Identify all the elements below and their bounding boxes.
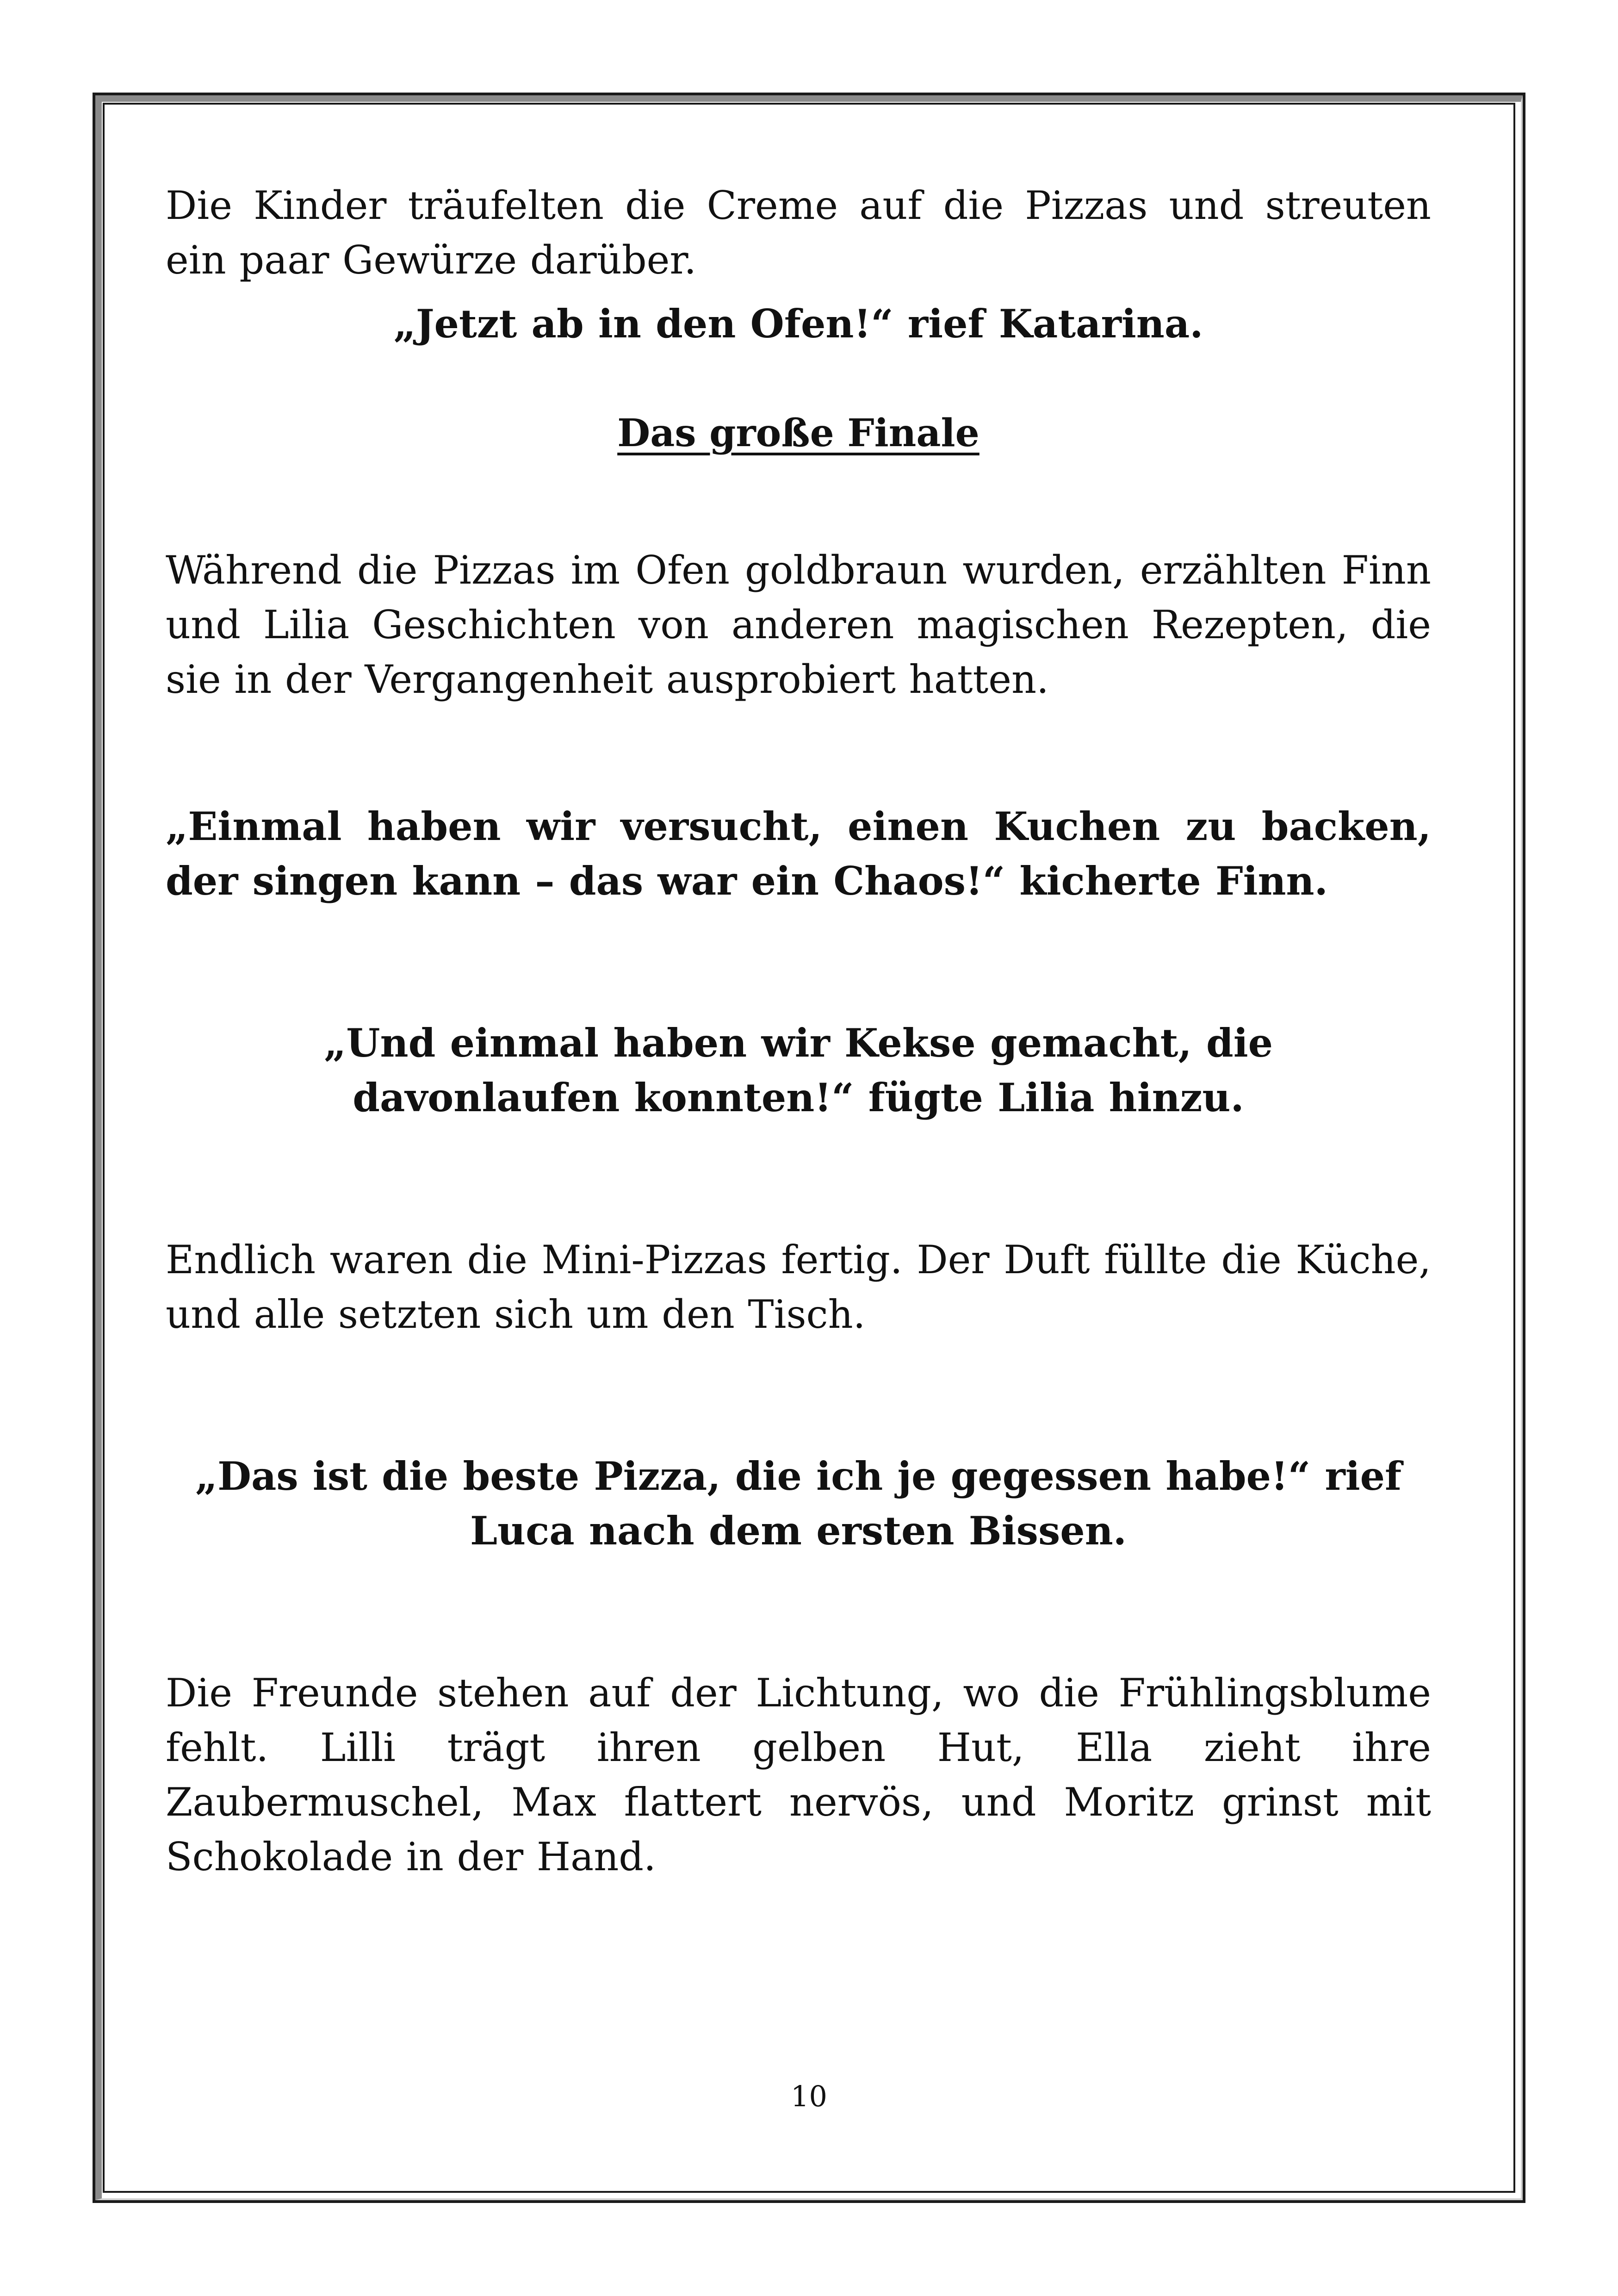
section-heading [166,406,1431,460]
paragraph-4-dialogue: „Einmal haben wir versucht, einen Kuchen zu backen, der singen kann – das war ein Chaos!“ kicherte Finn. [166,803,1431,904]
paragraph-8: Die Freunde stehen auf der Lichtung, wo die Frühlingsblume fehlt. Lilli trägt ihren gelben Hut, Ella zieht ihre Zaubermuschel, Max flattert nervös, und Moritz grinst mit Schokolade in der Hand. [166,1670,1431,1879]
paragraph-5-dialogue: „Und einmal haben wir Kekse gemacht, die davonlaufen konnten!“ fügte Lilia hinzu. [323,1020,1273,1120]
paragraph-6: Endlich waren die Mini-Pizzas fertig. Der Duft füllte die Küche, und alle setzten sich um den Tisch. [166,1237,1431,1337]
paragraph-7-dialogue: „Das ist die beste Pizza, die ich je gegessen habe!“ rief Luca nach dem ersten Bissen. [195,1453,1402,1554]
page-content [166,178,1431,1884]
paragraph-1: Die Kinder träufelten die Creme auf die Pizzas und streuten ein paar Gewürze darüber. [166,183,1431,283]
paragraph-3: Während die Pizzas im Ofen goldbraun wurden, erzählten Finn und Lilia Geschichten von anderen magischen Rezepten, die sie in der Vergangenheit ausprobiert hatten. [166,548,1431,702]
page-number: 10 [791,2079,827,2113]
section-heading-text: Das große Finale [617,411,979,455]
paragraph-2-dialogue: „Jetzt ab in den Ofen!“ rief Katarina. [393,301,1203,347]
